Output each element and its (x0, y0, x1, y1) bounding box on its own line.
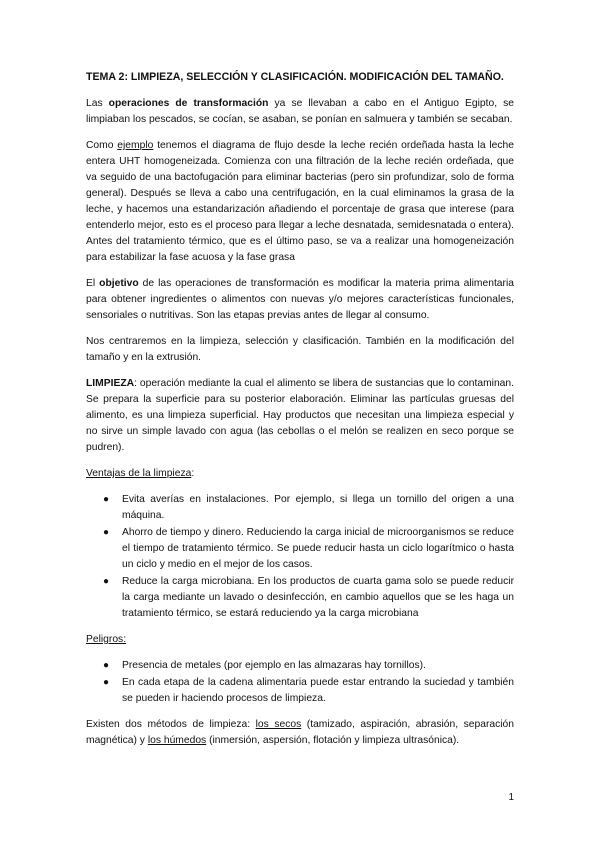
underlined-term: ejemplo (117, 140, 154, 151)
text: Como (86, 140, 118, 151)
list-item-text: Presencia de metales (por ejemplo en las almazaras hay tornillos). (122, 660, 426, 671)
list-item (103, 525, 514, 573)
list-item-text: Reduce la carga microbiana. En los productos de cuarta gama solo se puede reducir la carga mediante un lavado o desinfección, en cambio aquellos que se les haga un tratamiento térmico, se estará reduciendo ya la carga microbiana (122, 576, 514, 619)
text: El (86, 278, 100, 289)
list-item-text: Ahorro de tiempo y dinero. Reduciendo la carga inicial de microorganismos se reduce el tiempo de tratamiento térmico. Se puede reducir hasta un ciclo logarítmico o hasta un ciclo y medio en el mejor de los casos. (122, 527, 514, 570)
list-item-text: Evita averías en instalaciones. Por ejemplo, si llega un tornillo del origen a una máquina. (122, 494, 514, 521)
paragraph-objective (86, 276, 514, 324)
list-item (103, 658, 514, 674)
text: : operación mediante la cual el alimento se libera de sustancias que lo contaminan. Se prepara la superficie para su posterior elaboración. Eliminar las partículas gruesas del alimento, es una limpieza superficial. Hay productos que necesitan una limpieza especial y no sirve un simple lavado con agua (las cebollas o el melón se realizen en seco porque se pudren). (86, 378, 514, 453)
underlined-term: Peligros: (86, 634, 127, 645)
text: ya se llevaban a cabo en el Antiguo Egipto, se limpiaban los pescados, se cocían, se asaban, se ponían en salmuera y también se secaban. (86, 98, 514, 125)
page-number: 1 (508, 792, 514, 803)
bullet-icon: ● (103, 527, 110, 538)
text: : (191, 468, 195, 479)
text: Las (86, 98, 109, 109)
section-label-hazards (86, 632, 514, 648)
text: tenemos el diagrama de flujo desde la leche recién ordeñada hasta la leche entera UHT homogeneizada. Comienza con una filtración de la leche recién ordeñada, que va seguido de una bactofugación para eliminar bacterias (pero sin profundizar, solo de forma general). Después se lleva a cabo una centrifugación, en la cual eliminamos la grasa de la leche, y hacemos una estandarización añadiendo el porcentaje de grasa que interese (para entenderlo mejor, esto es el proceso para llegar a leche desnatada, semidesnatada o entera). Antes del tratamiento térmico, que es el último paso, se va a realizar una homogeneización para estabilizar la fase acuosa y la fase grasa (86, 140, 514, 263)
bold-term: LIMPIEZA (86, 378, 135, 389)
bullet-icon: ● (103, 660, 110, 671)
text: de las operaciones de transformación es modificar la materia prima alimentaria para obtener ingredientes o alimentos con nuevas y/o mejores características funcionales, sensoriales o nutritivas. Son las etapas previas antes de llegar al consumo. (86, 278, 514, 321)
paragraph-cleaning (86, 376, 514, 456)
section-label-advantages (86, 466, 514, 482)
page-title: TEMA 2: LIMPIEZA, SELECCIÓN Y CLASIFICACIÓN. MODIFICACIÓN DEL TAMAÑO. (86, 71, 504, 83)
advantages-list (86, 492, 514, 622)
underlined-term: los secos (255, 719, 302, 730)
hazards-list (86, 658, 514, 707)
text: Existen dos métodos de limpieza: (86, 719, 256, 730)
text: (inmersión, aspersión, flotación y limpieza ultrasónica). (206, 735, 460, 746)
paragraph-focus: Nos centraremos en la limpieza, selección y clasificación. También en la modificación del tamaño y en la extrusión. (86, 336, 514, 363)
list-item-text: En cada etapa de la cadena alimentaria puede estar entrando la suciedad y también se pueden ir haciendo procesos de limpieza. (122, 677, 514, 704)
bold-term: operaciones de transformación (108, 98, 269, 109)
underlined-term: Ventajas de la limpieza (86, 468, 192, 479)
paragraph-intro (86, 96, 514, 128)
list-item (103, 574, 514, 622)
bold-term: objetivo (99, 278, 139, 289)
bullet-icon: ● (103, 494, 110, 505)
list-item (103, 675, 514, 707)
bullet-icon: ● (103, 576, 110, 587)
bullet-icon: ● (103, 677, 110, 688)
list-item (103, 492, 514, 524)
paragraph-methods (86, 717, 514, 749)
paragraph-example (86, 138, 514, 266)
text: (tamizado, aspiración, abrasión, separación magnética) y (86, 719, 514, 746)
underlined-term: los húmedos (147, 735, 207, 746)
